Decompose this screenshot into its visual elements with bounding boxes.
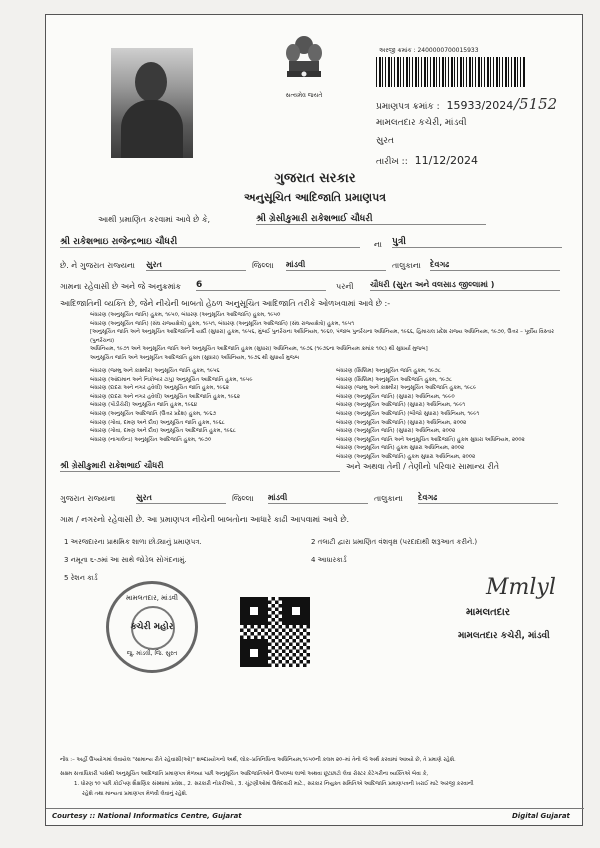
- district-label: જિલ્લા: [252, 261, 274, 270]
- signatory-office: મામલતદાર કચેરી, માંડવી: [458, 631, 550, 641]
- order-item: બંધારણ (આંદામાન અને નિકોબાર ટાપુ) અનુસૂચિત આદિજાતિ હુકમ, ૧૯૫૯: [90, 376, 253, 383]
- relation-value: પુત્રી: [392, 237, 562, 248]
- tribe-value: ચૌધરી (સુરત અને વલસાડ જીલ્લામાં ): [370, 280, 560, 291]
- application-number: અરજી ક્રમાંક : 2400000700015933: [379, 47, 479, 54]
- applicant-name: શ્રી ગ્રેસીકુમારી રાકેશભાઈ ચૌધરી: [256, 214, 486, 225]
- village-value-2: દેવગઢ: [418, 493, 558, 504]
- orders-left-list: [90, 367, 310, 444]
- district-value-2: સુરત: [136, 493, 226, 504]
- doc-item: 2 તલાટી દ્વારા પ્રમાણિત વંશવૃક્ષ (પરદાદાથી શરૂઆત કરીને.): [311, 538, 478, 546]
- order-item: [અનુસૂચિત જાતિ અને અનુસૂચિત આદિજાતિની યાદી (સુધારા) હુકમ, ૧૯૫૬, મુંબઈ પુનર્રચના અધિનિયમ, ૧૯૬૦, પંજાબ પુનર્રચના અધિનિયમ, ૧૯૬૬, હિમાચલ પ્રદેશ રાજ્ય અધિનિયમ, ૧૯૭૦, ઉત્તર – પૂર્વીય વિસ્તાર (પુનર્રચના): [90, 329, 554, 344]
- serial-number: 6: [196, 280, 326, 291]
- issuing-office: મામલતદાર કચેરી, માંડવી: [376, 118, 467, 128]
- state-text: છે. ને ગુજરાત રાજ્યના: [60, 261, 135, 270]
- village-text: ગામના રહેવાસી છે અને જે અનુક્રમાંક: [60, 282, 182, 291]
- certify-text: આથી પ્રમાણિત કરવામાં આવે છે કે,: [98, 215, 211, 224]
- date-label: તારીખ ::: [376, 157, 408, 167]
- order-item: બંધારણ (પોંડીચેરી) અનુસૂચિત જાતિ હુકમ, ૧૯૬૪: [90, 402, 198, 409]
- relation-label: ના: [374, 240, 382, 249]
- footer-courtesy: Courtesy :: National Informatics Centre, Gujarat: [52, 812, 242, 820]
- note-line-3: 1. ધોરણ ૧૦ પછી કોઈપણ શૈક્ષણિક સંસ્થામાં પ્રવેશ., 2. સરકારી નોકરીઓ., 3. ચૂંટણીઓમાં ઉમેદવારી માટે., સરકાર નિયુક્ત સમિતિએ આદિજાતિ પ્રમાણપત્રની ખરાઈ માટે અરજી કરવાની: [74, 781, 474, 787]
- district-value: સુરત: [146, 260, 246, 271]
- order-item: અધિનિયમ, ૧૯૭૧ અને અનુસૂચિત જાતિ અને અનુસૂચિત આદિજાતિ હુકમ (સુધારા) અધિનિયમ, ૧૯૭૬ (૧૯૭૬ના અધિનિયમ ક્રમાંક ૧૦૮) થી સુધાર્યા મુજબ]: [90, 346, 428, 353]
- issuing-place: સુરત: [376, 136, 394, 146]
- order-item: બંધારણ (સિક્કિમ) અનુસૂચિત આદિજાતિ હુકમ, ૧૯૭૮: [336, 376, 452, 383]
- barcode: [376, 57, 526, 87]
- village-value: દેવગઢ: [430, 260, 560, 271]
- order-item: બંધારણ (અનુસૂચિત આદિજાતિ) હુકમ સુધારા અધિનિયમ, ૨૦૦૨: [336, 453, 476, 460]
- seal-text-top: મામલતદાર, માંડવી: [125, 594, 179, 602]
- order-item: બંધારણ (અનુસૂચિત જાતિ) (સુધારા) અધિનિયમ, ૧૯૯૦: [336, 393, 455, 400]
- order-item: બંધારણ (દાદરા અને નગર હવેલી) અનુસૂચિત જાતિ હુકમ, ૧૯૬૨: [90, 385, 229, 392]
- doc-item: 1 અરજદારના પ્રાથમિક શાળા છોડ્યાનું પ્રમાણપત્ર.: [64, 538, 202, 546]
- order-item: બંધારણ (અનુસૂચિત આદિજાતિ) (બીજો સુધારા) અધિનિયમ, ૧૯૯૧: [336, 410, 480, 417]
- office-seal: [106, 581, 198, 673]
- note-line-2: સક્ષમ સત્તાધિકારી પાસેથી અનુસૂચિત આદિજાતિ પ્રમાણપત્ર મેળવ્યા પછી અનુસૂચિત આદિજાતિઓને ઉપલબ્ધ લાભો અથવા છૂટછાટો લેવા રોસ્ટર કેટેગરીના વ્યક્તિએ બેવા કે,: [60, 771, 429, 777]
- officer-signature: Mmlyl: [486, 575, 556, 600]
- taluka-value-2: માંડવી: [268, 493, 368, 504]
- footer-brand: Digital Gujarat: [512, 812, 570, 820]
- seal-text-bottom: જુ. માંડવી, જિ. સુરત: [126, 650, 178, 657]
- government-title: ગુજરાત સરકાર: [274, 171, 356, 186]
- district-label-2: જિલ્લા: [232, 494, 254, 503]
- order-item: બંધારણ (ગોવા, દમણ અને દીવ) અનુસૂચિત આદિજાતિ હુકમ, ૧૯૬૮: [90, 428, 236, 435]
- applicant-photo: [111, 48, 193, 158]
- order-item: બંધારણ (અનુસૂચિત જાતિ) હુકમ સુધારા અધિનિયમ, ૨૦૦૨: [336, 445, 465, 452]
- qr-code: [240, 597, 310, 667]
- order-item: બંધારણ (અનુસૂચિત જાતિ અને અનુસૂચિત આદિજાતિ) હુકમ સુધારા અધિનિયમ, ૨૦૦૨: [336, 436, 525, 443]
- certificate-page: [45, 14, 583, 826]
- order-item: બંધારણ (અનુસૂચિત જાતિ) (સંઘ રાજ્યક્ષેત્રો) હુકમ, ૧૯૫૧, બંધારણ (અનુસૂચિત આદિજાતિ) (સંઘ રાજ્યક્ષેત્રો) હુકમ, ૧૯૫૧: [90, 320, 354, 327]
- order-item: બંધારણ (નાગાલેન્ડ) અનુસૂચિત આદિજાતિ હુકમ, ૧૯૭૦: [90, 436, 212, 443]
- order-item: બંધારણ (જમ્મુ અને કાશ્મીર) અનુસૂચિત જાતિ હુકમ, ૧૯૫૬: [90, 368, 220, 374]
- footer-divider: [46, 808, 584, 809]
- handwritten-number: /5152: [514, 95, 558, 113]
- issue-date: 11/12/2024: [414, 154, 479, 167]
- national-emblem-icon: [279, 33, 329, 91]
- order-item: બંધારણ (અનુસૂચિત આદિજાતિ) (સુધારા) અધિનિયમ, ૧૯૯૧: [336, 402, 466, 409]
- father-name: શ્રી રાકેશભાઇ રાજેન્દ્રભાઇ ચૌધરી: [60, 237, 360, 248]
- certificate-number-label: પ્રમાણપત્ર ક્રમાંક :: [376, 102, 440, 112]
- certificate-number-row: [376, 99, 513, 112]
- doc-item: 4 આધારકાર્ડ: [311, 556, 347, 564]
- taluka-label: તાલુકાના: [392, 261, 421, 270]
- taluka-value: માંડવી: [286, 260, 386, 271]
- ni-label: પરની: [336, 282, 354, 291]
- orders-top-list: [90, 311, 570, 363]
- orders-right-list: [336, 367, 576, 462]
- taluka-label-2: તાલુકાના: [374, 494, 403, 503]
- doc-item: 5 રેશન કાર્ડ: [64, 574, 98, 582]
- seal-text-mid: ક્ચેરી મહોર: [130, 622, 174, 632]
- order-item: બંધારણ (સિક્કિમ) અનુસૂચિત જાતિ હુકમ, ૧૯૭૮: [336, 368, 441, 374]
- note-line-1: નોંધ :– અહીં ઉપયોગમાં લેવાયેલ "સામાન્ય રીતે રહેવાસી(ઓ)" શબ્દપ્રયોગનો અર્થ, લોક–પ્રતિનિધિત્વ અધિનિયમ,૧૯૫૦ની કલમ ૨૦–માં તેનો જે અર્થ કરવામાં આવ્યો છે, તે પ્રમાણે રહેશે.: [60, 757, 456, 763]
- doc-item: 3 નમૂના ૬-૭માં આ સાથે જોડેલ સોગંદનામું.: [64, 556, 187, 564]
- date-row: [376, 154, 478, 167]
- order-item: બંધારણ (દાદરા અને નગર હવેલી) અનુસૂચિત આદિજાતિ હુકમ, ૧૯૬૨: [90, 393, 240, 400]
- family-text: અને અથવા તેની / તેણીનો પરિવાર સામાન્ય રીતે: [346, 462, 500, 471]
- order-item: બંધારણ (અનુસૂચિત આદિજાતિ) (સુધારા) અધિનિયમ, ૨૦૦૨: [336, 419, 467, 426]
- state-text-2: ગુજરાત રાજ્યના: [60, 494, 116, 503]
- order-item: બંધારણ (જમ્મુ અને કાશ્મીર) અનુસૂચિત આદિજાતિ હુકમ, ૧૯૮૯: [336, 385, 477, 392]
- applicant-name-repeat: શ્રી ગ્રેસીકુમારી રાકેશભાઈ ચૌધરી: [60, 461, 340, 472]
- signatory-title: મામલતદાર: [466, 607, 510, 618]
- order-item: અનુસૂચિત જાતિ અને અનુસૂચિત આદિજાતિ હુકમ (સુધારા) અધિનિયમ, ૧૯૭૬ થી સુધાર્યા મુજબ: [90, 354, 300, 361]
- order-item: બંધારણ (ગોવા, દમણ અને દીવ) અનુસૂચિત જાતિ હુકમ, ૧૯૬૮: [90, 419, 225, 426]
- note-line-4: રહેશે તથા માન્યતા પ્રમાણપત્ર મેળવી લેવાનું રહેશે.: [82, 791, 188, 797]
- order-item: બંધારણ (અનુસૂચિત જાતિ) હુકમ, ૧૯૫૦, બંધારણ (અનુસૂચિત આદિજાતિ) હુકમ, ૧૯૫૦: [90, 312, 281, 318]
- certificate-title: અનુસૂચિત આદિજાતિ પ્રમાણપત્ર: [243, 191, 387, 204]
- tribe-text: આદિજાતિની વ્યક્તિ છે, જેને નીચેની બાબતો હેઠળ અનુસૂચિત આદિજાતિ તરીકે ઓળખવામાં આવે છે :-: [60, 299, 391, 308]
- certificate-number: 15933/2024: [446, 99, 514, 112]
- basis-text: ગામ / નગરનો રહેવાસી છે. આ પ્રમાણપત્ર નીચેની બાબતોના આધારે કાઢી આપવામાં આવે છે.: [60, 515, 350, 524]
- emblem-motto: સત્યમેવ જયતે: [285, 92, 323, 99]
- order-item: બંધારણ (અનુસૂચિત જાતિ) (સુધારા) અધિનિયમ, ૨૦૦૨: [336, 428, 456, 435]
- order-item: બંધારણ (અનુસૂચિત આદિજાતિ (ઉત્તર પ્રદેશ) હુકમ, ૧૯૬૭: [90, 410, 217, 417]
